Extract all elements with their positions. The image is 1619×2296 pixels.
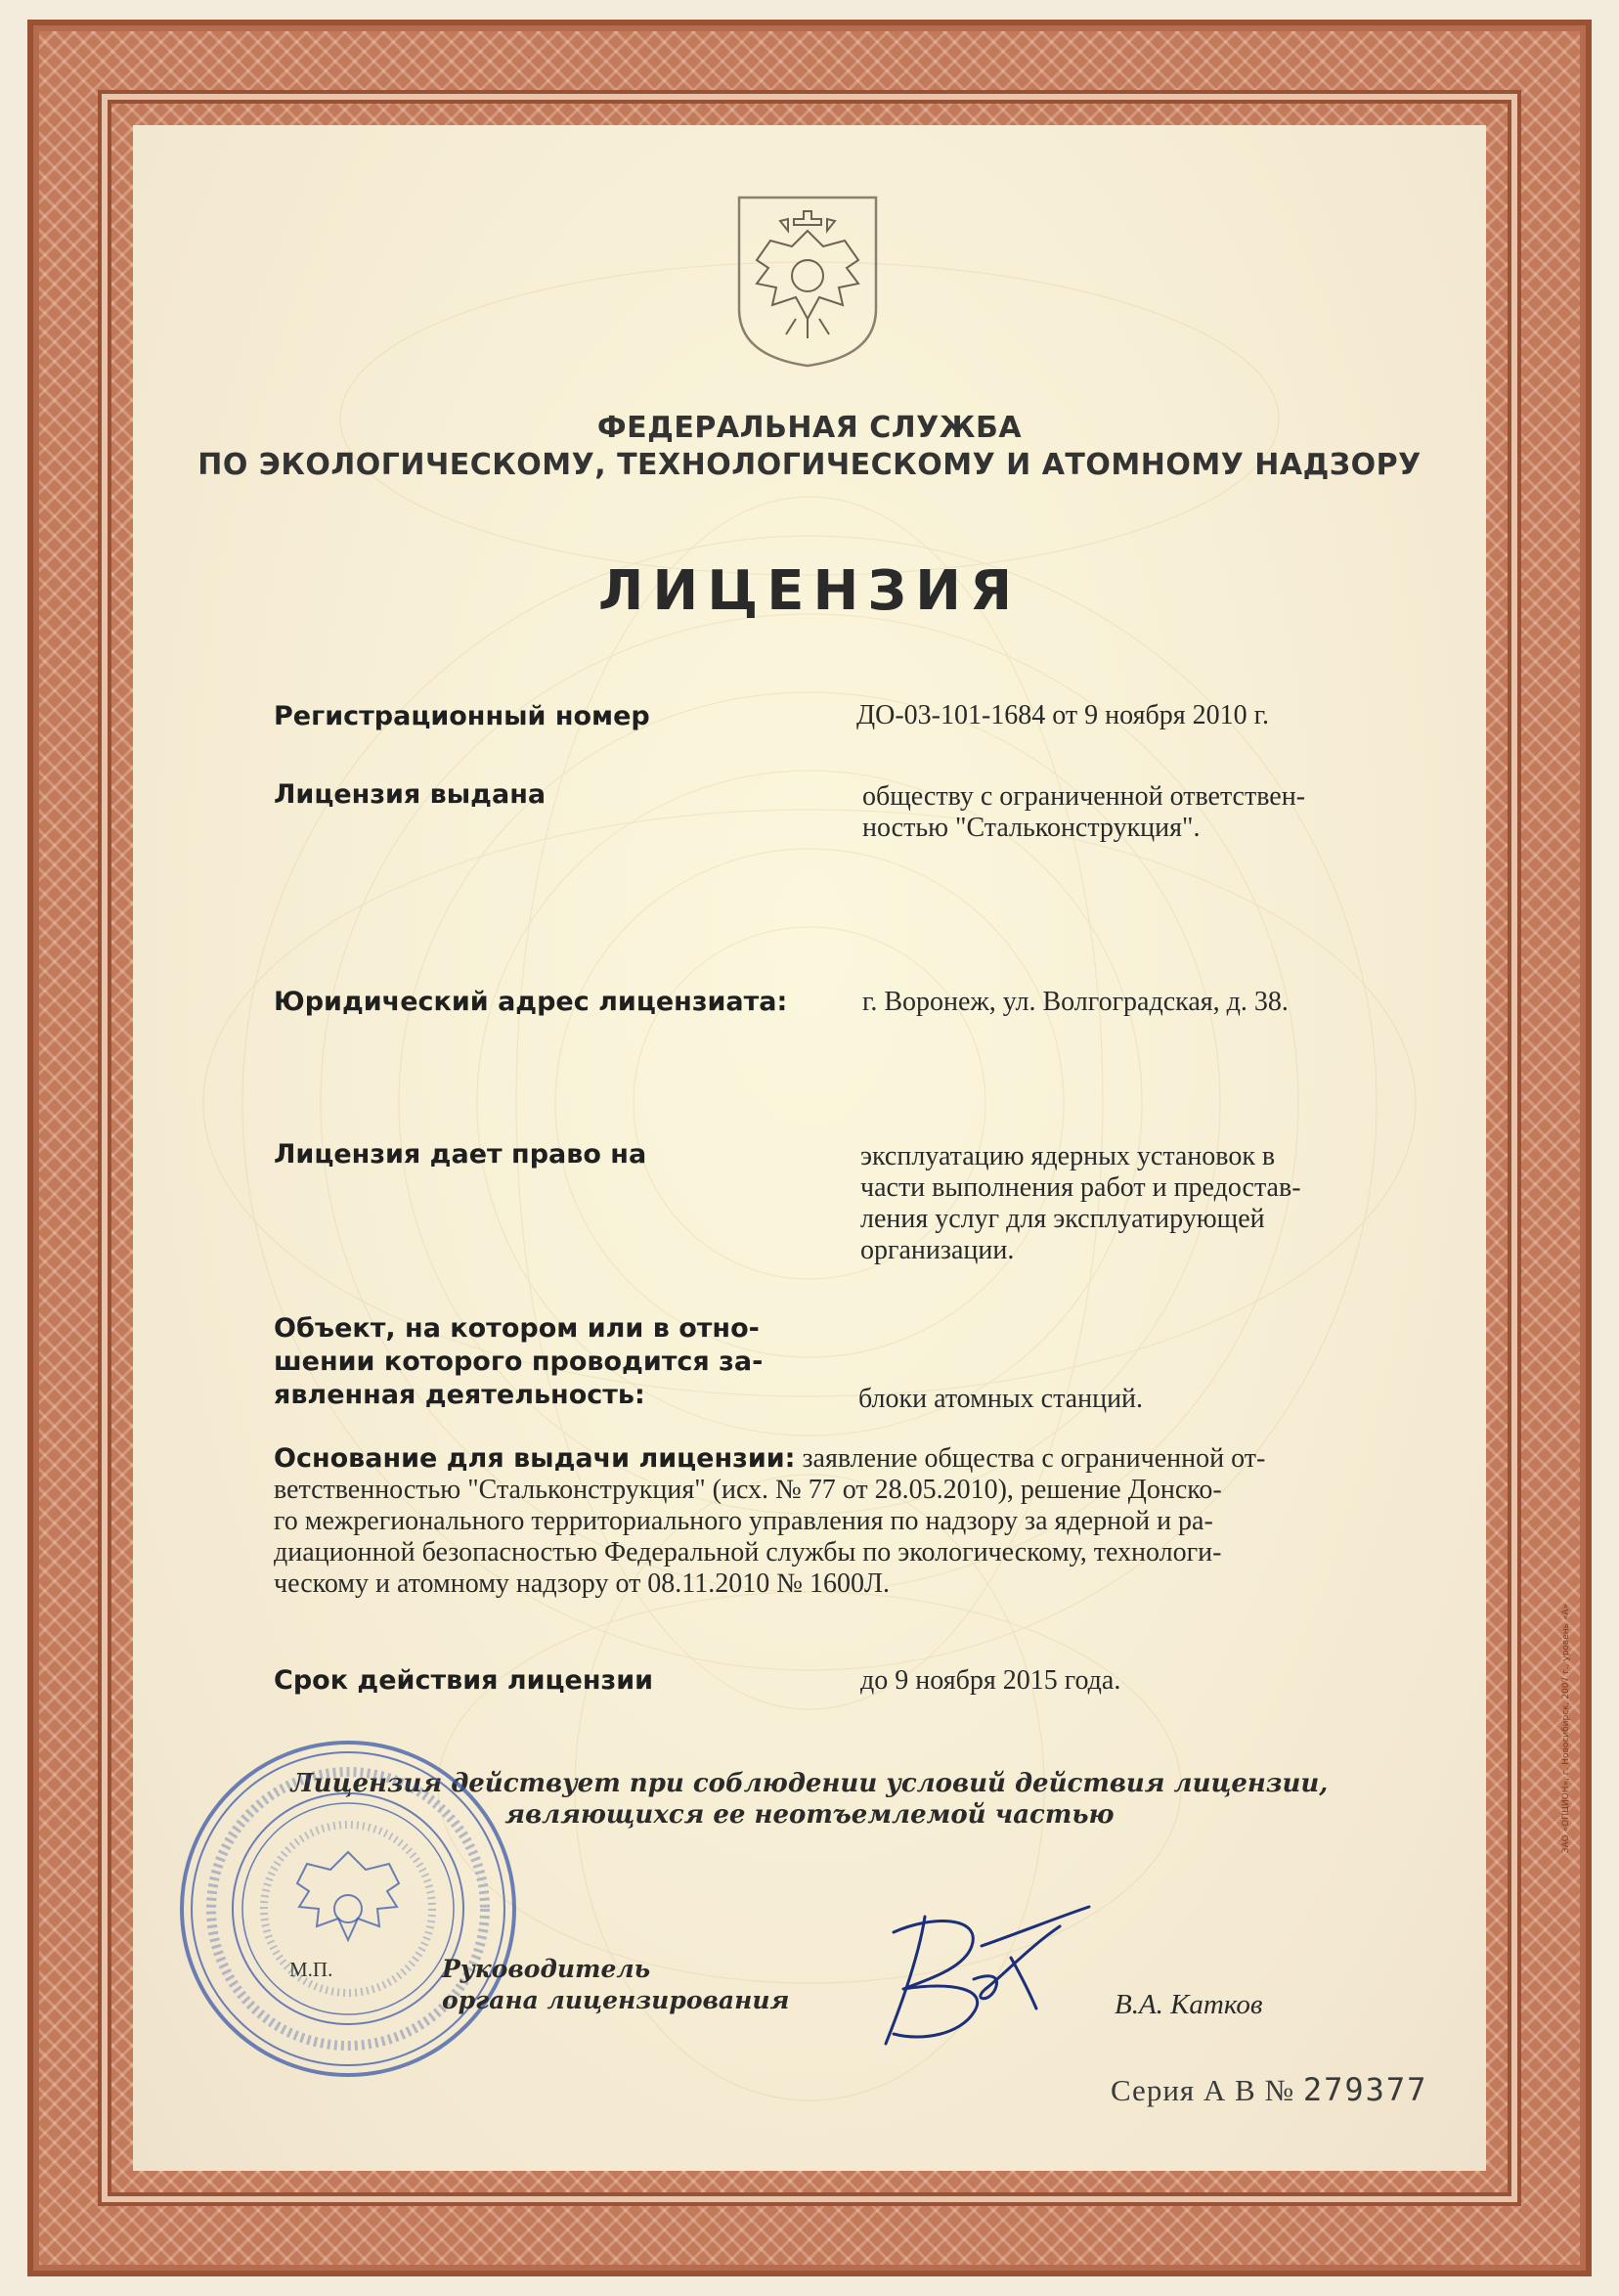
- object-label-line3: явленная деятельность:: [274, 1380, 645, 1410]
- conditions-note-line2: являющихся ее неотъемлемой частью: [504, 1800, 1115, 1830]
- right-value-line4: организации.: [860, 1235, 1015, 1265]
- agency-name-line2: ПО ЭКОЛОГИЧЕСКОМУ, ТЕХНОЛОГИЧЕСКОМУ И АТОМНОМУ НАДЗОРУ: [197, 448, 1422, 482]
- right-value-line1: эксплуатацию ядерных установок в: [860, 1141, 1276, 1171]
- reg-number-value: ДО-03-101-1684 от 9 ноября 2010 г.: [856, 700, 1269, 730]
- handwritten-signature-icon: [864, 1887, 1095, 2059]
- seal-place-mark: М.П.: [289, 1958, 333, 1981]
- basis-line5: ческому и атомному надзору от 08.11.2010 № 1600Л.: [274, 1568, 890, 1599]
- signatory-title-line2: органа лицензирования: [442, 1986, 790, 2014]
- official-round-seal-icon: [176, 1737, 520, 2081]
- series-label: Серия А В №: [1111, 2073, 1295, 2107]
- russian-coat-of-arms-icon: [733, 192, 882, 370]
- right-value-line3: ления услуг для эксплуатирующей: [860, 1204, 1265, 1234]
- issued-to-label: Лицензия выдана: [274, 779, 547, 810]
- signatory-title: [442, 1954, 789, 2016]
- reg-number-label: Регистрационный номер: [274, 701, 650, 731]
- document-title: ЛИЦЕНЗИЯ: [597, 559, 1022, 623]
- validity-value: до 9 ноября 2015 года.: [860, 1665, 1121, 1696]
- issued-to-value-line2: ностью "Стальконструкция".: [862, 813, 1201, 843]
- basis-paragraph: [274, 1442, 1412, 1600]
- address-value: г. Воронеж, ул. Волгоградская, д. 38.: [862, 987, 1289, 1017]
- right-label: Лицензия дает право на: [274, 1139, 647, 1170]
- address-label: Юридический адрес лицензиата:: [274, 987, 788, 1017]
- issued-to-value-line1: обществу с ограниченной ответствен-: [862, 781, 1306, 812]
- basis-line3: го межрегионального территориального управления по надзору за ядерной и ра-: [274, 1506, 1213, 1536]
- basis-line4: диационной безопасностью Федеральной службы по экологическому, технологи-: [274, 1537, 1222, 1567]
- signer-name: В.А. Катков: [1115, 1989, 1263, 2020]
- object-label-line1: Объект, на котором или в отно-: [274, 1313, 760, 1344]
- agency-name-line1: ФЕДЕРАЛЬНАЯ СЛУЖБА: [596, 411, 1023, 445]
- validity-label: Срок действия лицензии: [274, 1665, 654, 1696]
- form-series: [1111, 2071, 1427, 2108]
- conditions-note-line1: Лицензия действует при соблюдении условий действия лицензии,: [290, 1769, 1329, 1798]
- basis-line2: ветственностью "Стальконструкция" (исх. № 77 от 28.05.2010), решение Донско-: [274, 1475, 1222, 1505]
- right-value-line2: части выполнения работ и предостав-: [860, 1172, 1301, 1203]
- basis-line1: заявление общества с ограниченной от-: [802, 1443, 1266, 1474]
- signatory-title-line1: Руководитель: [442, 1955, 651, 1983]
- object-value: блоки атомных станций.: [858, 1384, 1144, 1414]
- series-number: 279377: [1302, 2071, 1428, 2108]
- object-label-line2: шении которого проводится за-: [274, 1347, 764, 1377]
- basis-label: Основание для выдачи лицензии:: [274, 1443, 796, 1474]
- printer-note: ЗАО «ОПЦИОН», г. Новосибирск, 2007 г., уровень «А»: [1561, 1604, 1571, 1854]
